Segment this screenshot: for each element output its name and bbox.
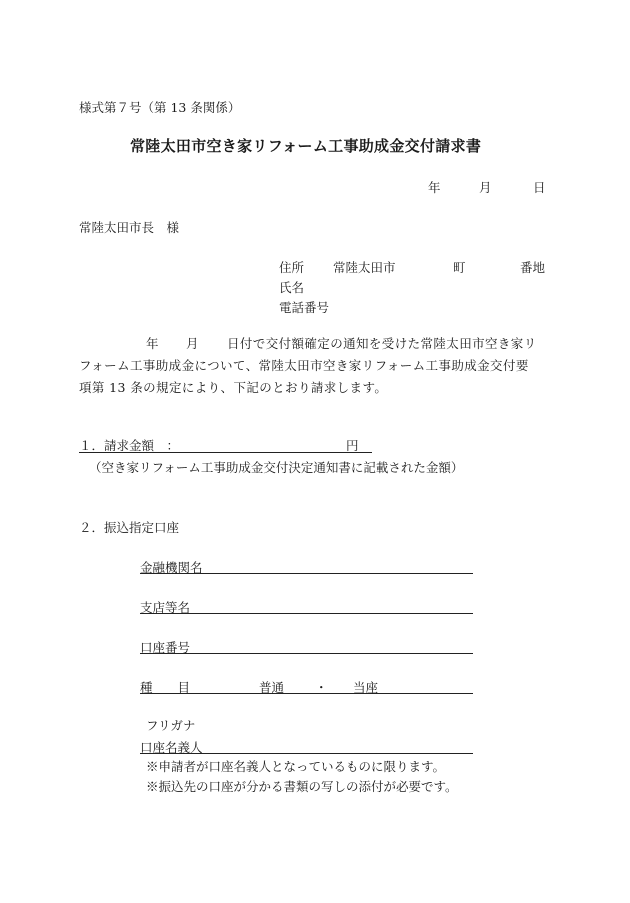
attachment-note: ※振込先の口座が分かる書類の写しの添付が必要です。 [146,779,458,794]
account-type-current: 当座 [353,680,379,695]
account-number-line [140,653,473,654]
page-title: 常陸太田市空き家リフォーム工事助成金交付請求書 [130,137,482,155]
account-holder-label: 口座名義人 [140,740,203,755]
address-city: 常陸太田市 [333,260,396,275]
phone-label: 電話番号 [279,300,330,315]
date-month-label: 月 [479,180,492,195]
bank-name-line [140,573,473,574]
addressee: 常陸太田市長 様 [79,220,180,235]
address-label: 住所 [279,260,305,275]
body-line2: フォーム工事助成金について、常陸太田市空き家リフォーム工事助成金交付要 [79,358,529,373]
name-label: 氏名 [279,280,305,295]
furigana-label: フリガナ [146,718,196,733]
date-day-label: 日 [533,180,546,195]
date-year-label: 年 [428,180,441,195]
body-year: 年 [146,336,159,351]
body-line3: 項第 13 条の規定により、下記のとおり請求します。 [79,380,388,395]
account-holder-line [140,753,473,754]
holder-note: ※申請者が口座名義人となっているものに限ります。 [146,759,446,774]
account-type-separator: ・ [315,680,328,695]
account-type-ordinary: 普通 [259,680,285,695]
body-month: 月 [186,336,199,351]
account-number-label: 口座番号 [140,640,191,655]
amount-underline [79,452,372,453]
account-type-label: 種 目 [140,680,191,695]
account-section-label: ２．振込指定口座 [79,520,180,535]
address-town: 町 [453,260,466,275]
account-type-line [140,693,473,694]
address-banchi: 番地 [520,260,546,275]
bank-name-label: 金融機関名 [140,560,203,575]
branch-label: 支店等名 [140,600,191,615]
amount-note: （空き家リフォーム工事助成金交付決定通知書に記載された金額） [89,460,464,475]
body-line1: 日付で交付額確定の通知を受けた常陸太田市空き家リ [227,336,537,351]
amount-unit: 円 [346,438,359,453]
form-number: 様式第７号（第 13 条関係） [79,100,241,115]
branch-line [140,613,473,614]
amount-label: １．請求金額 ： [79,438,180,453]
